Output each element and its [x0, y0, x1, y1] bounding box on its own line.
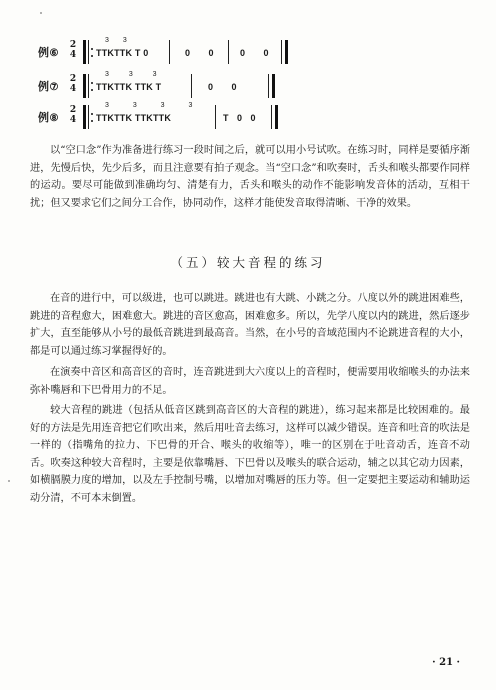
scan-speck [40, 12, 42, 14]
paragraph-1: 以“空口念”作为准备进行练习一段时间之后，就可以用小号试吹。在练习时，同样是要循序渐进，先慢后快，先少后多，而且注意要有拍子观念。当“空口念”和吹奏时，舌头和喉头都要作同样的运动。要尽可能做到准确均匀、清楚有力，舌头和喉头的动作不能影响发音体的活动，互相干扰；但又要求它们之间分工合作，协同动作，这样才能使发音取得清晰、干净的效果。 [30, 145, 470, 209]
measure-1: TTKTTK TTK T [96, 82, 162, 92]
measure-2: T 0 0 [223, 113, 256, 123]
paragraph-3: 在演奏中音区和高音区的音时，连音跳进到大六度以上的音程时，便需要用收缩喉头的办法来弥补嘴唇和下巴骨用力的不足。 [30, 367, 470, 396]
music-example-1 [38, 37, 298, 64]
section-heading: （五）较大音程的练习 [170, 255, 326, 270]
repeat-dot [91, 48, 93, 50]
example-label: 例⑧ [38, 111, 59, 124]
measure-2: 0 0 [208, 82, 237, 92]
time-signature: 2 4 [69, 40, 77, 60]
measure-3: 0 0 [240, 48, 269, 58]
end-barline-thick [275, 105, 278, 129]
example-label: 例⑦ [38, 80, 59, 93]
barline [228, 40, 229, 64]
barline [88, 105, 89, 129]
example-label: 例⑥ [38, 46, 59, 59]
repeat-dot [91, 55, 93, 57]
measure-1: TTKTTK TTKTTK [96, 113, 172, 123]
music-example-2 [38, 71, 298, 98]
start-barline [83, 74, 86, 98]
start-barline [83, 40, 86, 64]
repeat-dot [91, 113, 93, 115]
barline [215, 105, 216, 129]
repeat-dot [91, 89, 93, 91]
scan-speck [8, 480, 10, 482]
end-barline [281, 40, 282, 64]
end-barline [271, 105, 272, 129]
paragraph-2: 在音的进行中，可以级进，也可以跳进。跳进也有大跳、小跳之分。八度以外的跳进困难些，跳进的音程愈大，困难愈大。跳进的音区愈高，困难愈多。所以，先学八度以内的跳进，然后逐步扩大，直至能够从小号的最低音跳进到最高音。当然，在小号的音域范围内不论跳进音程的大小，都是可以通过练习掌握得好的。 [30, 293, 470, 357]
time-signature: 2 4 [69, 105, 77, 125]
barline [88, 74, 89, 98]
measure-2: 0 0 [185, 48, 214, 58]
repeat-dot [91, 120, 93, 122]
repeat-dot [91, 82, 93, 84]
barline [169, 40, 170, 64]
triplet-numbers: 3 3 [105, 37, 133, 44]
triplet-numbers: 3 3 3 [105, 71, 166, 78]
music-example-3 [38, 102, 298, 129]
measure-1: TTKTTK T 0 [96, 48, 149, 58]
page-number: · 21 · [432, 657, 460, 668]
barline [191, 74, 192, 98]
barline [88, 40, 89, 64]
end-barline-thick [272, 74, 275, 98]
end-barline [268, 74, 269, 98]
paragraph-4: 较大音程的跳进（包括从低音区跳到高音区的大音程的跳进），练习起来都是比较困难的。最好的方法是先用连音把它们吹出来，然后用吐音去练习，这样可以减少错误。连音和吐音的吹法是一样的（指嘴角的拉力、下巴骨的开合、喉头的收缩等），唯一的区别在于吐音动舌，连音不动舌。吹奏这种较大音程时，主要是依靠嘴唇、下巴骨以及喉头的联合运动，辅之以其它动力因素，如横膈膜力度的增加，以及左手控制号嘴，以增加对嘴唇的压力等。但一定要把主要运动和辅助运动分清，不可本末倒置。 [30, 405, 470, 504]
triplet-numbers: 3 3 3 3 [105, 102, 204, 109]
time-signature: 2 4 [69, 74, 77, 94]
end-barline-thick [285, 40, 288, 64]
start-barline [83, 105, 86, 129]
